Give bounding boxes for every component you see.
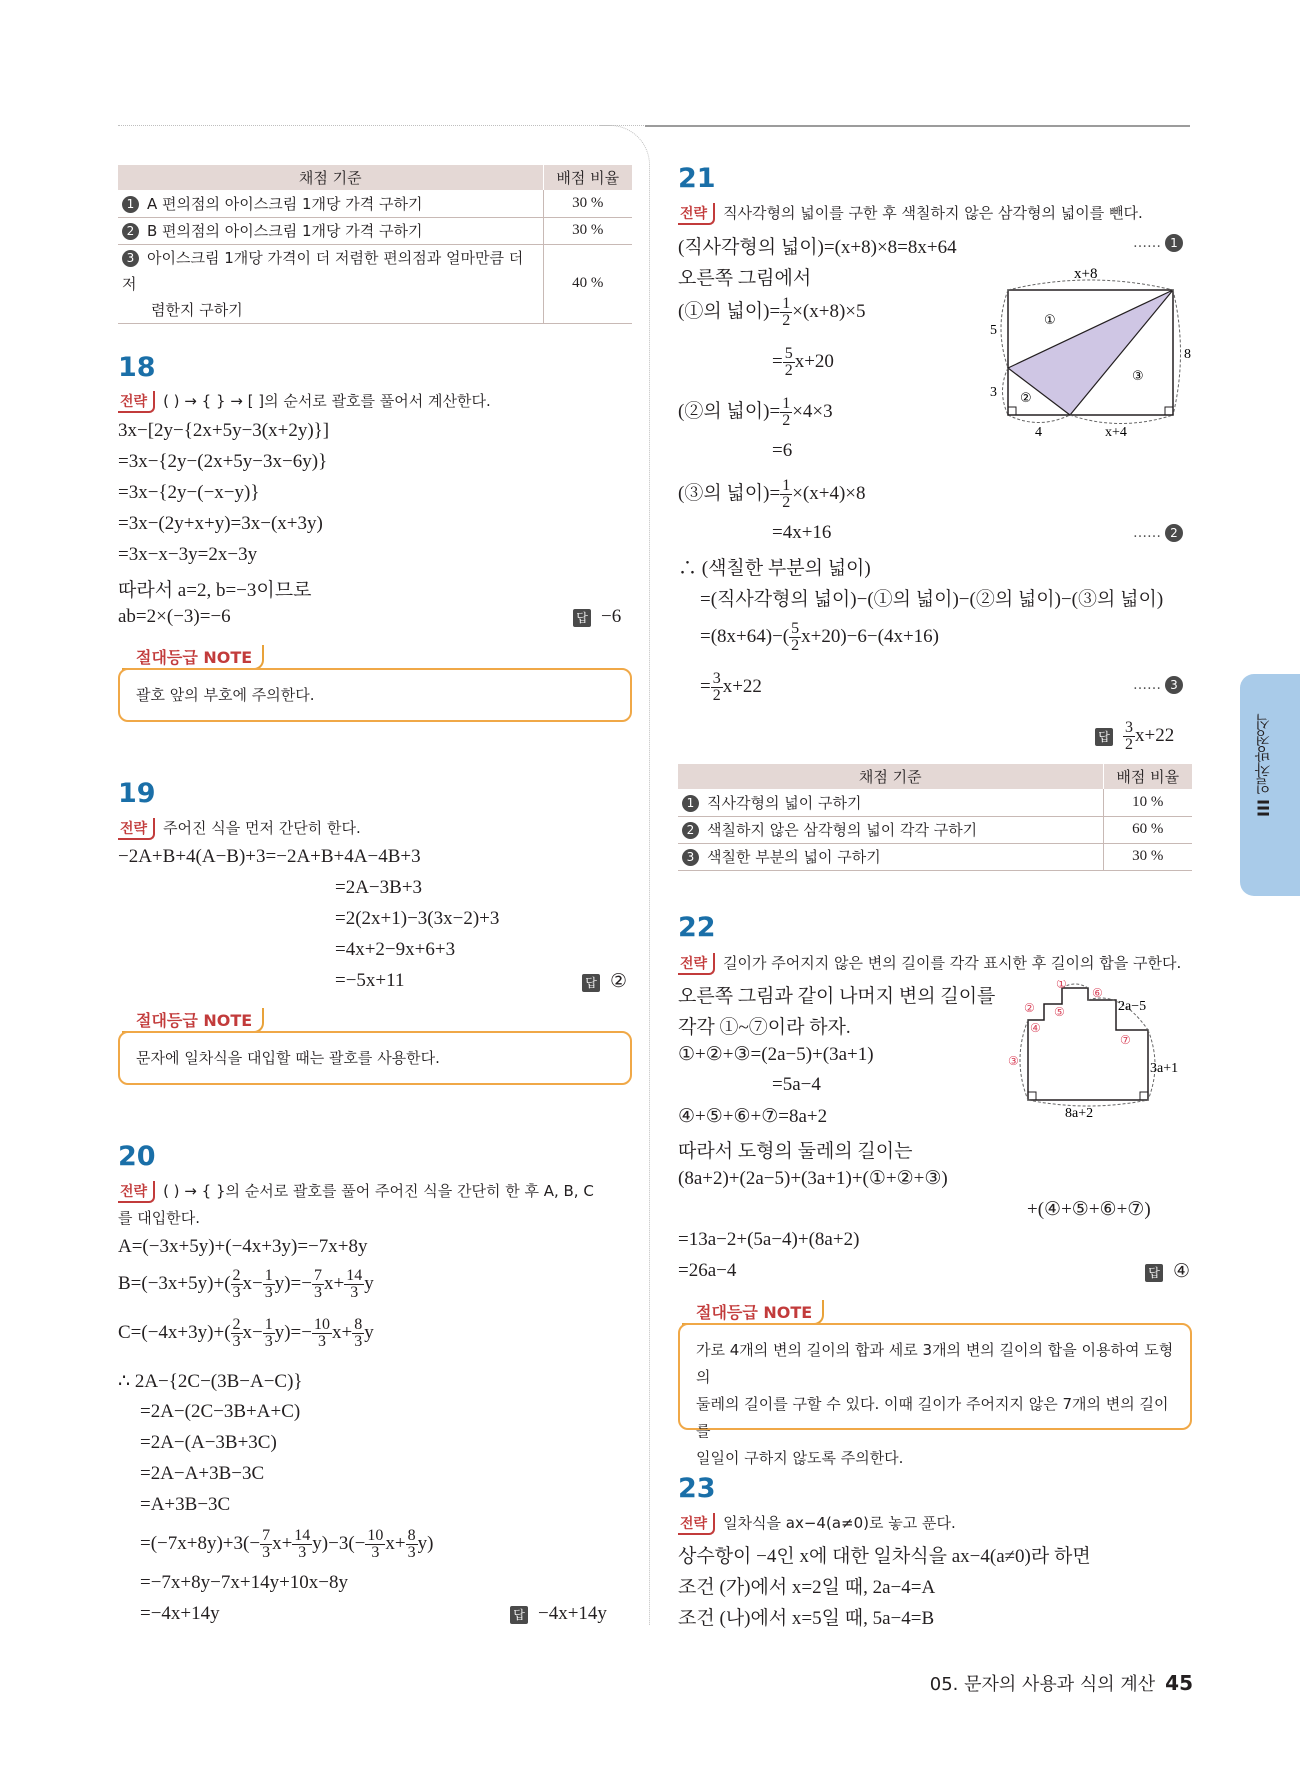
step-marker-3: …… 3 — [1133, 676, 1183, 694]
solution-line: 오른쪽 그림에서 — [678, 268, 812, 289]
table-row: 2 B 편의점의 아이스크림 1개당 가격 구하기 30 % — [118, 217, 632, 244]
solution-line: 따라서 도형의 둘레의 길이는 — [678, 1141, 913, 1162]
svg-text:①: ① — [1056, 980, 1067, 991]
question-number-21: 21 — [678, 163, 716, 194]
solution-line: =26a−4 — [678, 1260, 737, 1281]
solution-line: =3x−{2y−(−x−y)} — [118, 482, 260, 503]
table-row: 2 색칠하지 않은 삼각형의 넓이 각각 구하기 60 % — [678, 816, 1192, 843]
solution-line: ①+②+③=(2a−5)+(3a+1) — [678, 1044, 874, 1065]
answer-18: 답 −6 — [573, 606, 621, 628]
polygon-diagram-22 — [1000, 980, 1200, 1125]
table-row: 1 A 편의점의 아이스크림 1개당 가격 구하기 30 % — [118, 190, 632, 217]
solution-line: =−5x+11 — [335, 970, 405, 991]
note-title-22: 절대등급 NOTE — [682, 1300, 824, 1325]
solution-line: =4x+16 — [772, 522, 832, 543]
table-row: 3 아이스크림 1개당 가격이 더 저렴한 편의점과 얼마만큼 더 저 렴한지 구하기 40 % — [118, 244, 632, 323]
step-number-icon: 2 — [682, 822, 699, 839]
solution-line: =−7x+8y−7x+14y+10x−8y — [140, 1572, 349, 1593]
note-title-19: 절대등급 NOTE — [122, 1008, 264, 1033]
table-header-criteria: 채점 기준 — [118, 165, 543, 190]
solution-line: =A+3B−3C — [140, 1494, 231, 1515]
solution-line: =5a−4 — [772, 1074, 821, 1095]
svg-text:④: ④ — [1030, 1021, 1041, 1035]
note-box-19: 문자에 일차식을 대입할 때는 괄호를 사용한다. — [118, 1031, 632, 1085]
area2-line: (②의 넓이)= $\frac{1}{2}$ ×4×3 — [678, 395, 833, 430]
strategy-20: 전략 ( ) → { }의 순서로 괄호를 풀어 주어진 식을 간단히 한 후 A, B, C — [118, 1180, 594, 1203]
step-number-icon: 1 — [682, 795, 699, 812]
solution-line: +(④+⑤+⑥+⑦) — [1027, 1199, 1151, 1220]
answer-icon: 답 — [1095, 728, 1113, 746]
solution-line: =2A−(2C−3B+A+C) — [140, 1401, 301, 1422]
answer-20: 답 −4x+14y — [510, 1603, 607, 1625]
strategy-21: 전략 직사각형의 넓이를 구한 후 색칠하지 않은 삼각형의 넓이를 뺀다. — [678, 202, 1143, 225]
question-number-23: 23 — [678, 1473, 716, 1504]
shaded-line4: = $\frac{3}{2}$ x+22 — [700, 670, 762, 704]
table-row: 1 직사각형의 넓이 구하기 10 % — [678, 789, 1192, 816]
strategy-20-cont: 를 대입한다. — [118, 1209, 200, 1227]
step-number-icon: 1 — [122, 196, 139, 213]
table-header-ratio: 배점 비율 — [543, 165, 632, 190]
question-number-20: 20 — [118, 1141, 156, 1172]
step-marker-2: …… 2 — [1133, 524, 1183, 542]
solution-line-B: B=(−3x+5y)+( $\frac{2}{3}$ x− $\frac{1}{3}$ y)=− $\frac{7}{3}$ x+ $\frac{14}{3}$ y — [118, 1267, 374, 1301]
svg-text:x+4: x+4 — [1105, 425, 1127, 438]
page-footer — [930, 1670, 1193, 1696]
svg-text:5: 5 — [990, 323, 997, 338]
step-number-icon: 2 — [122, 223, 139, 240]
svg-text:③: ③ — [1008, 1054, 1019, 1068]
shaded-line3: =(8x+64)−( $\frac{5}{2}$ x+20)−6−(4x+16) — [700, 620, 939, 654]
svg-text:②: ② — [1020, 391, 1032, 406]
answer-icon: 답 — [1145, 1264, 1163, 1282]
strategy-18: 전략 ( ) → { } → [ ]의 순서로 괄호를 풀어서 계산한다. — [118, 390, 491, 413]
svg-text:⑥: ⑥ — [1092, 986, 1103, 1000]
svg-text:8a+2: 8a+2 — [1065, 1106, 1094, 1121]
solution-line: =13a−2+(5a−4)+(8a+2) — [678, 1229, 860, 1250]
area3-line: (③의 넓이)= $\frac{1}{2}$ ×(x+4)×8 — [678, 477, 866, 512]
solution-line-long: =(−7x+8y)+3(− $\frac{7}{3}$ x+ $\frac{14}{3}$ y)−3(− $\frac{10}{3}$ x+ $\frac{8}{3}$ y) — [140, 1527, 434, 1561]
strategy-23: 전략 일차식을 ax−4(a≠0)로 놓고 푼다. — [678, 1512, 956, 1535]
chapter-side-tab[interactable]: III 일차방정식 — [1240, 674, 1300, 896]
solution-line: 3x−[2y−{2x+5y−3(x+2y)}] — [118, 420, 330, 441]
solution-line: =4x+2−9x+6+3 — [335, 939, 456, 960]
solution-line: =(직사각형의 넓이)−(①의 넓이)−(②의 넓이)−(③의 넓이) — [700, 589, 1164, 610]
svg-text:③: ③ — [1132, 369, 1144, 384]
svg-text:⑤: ⑤ — [1054, 1005, 1065, 1019]
solution-line: =6 — [772, 440, 793, 461]
svg-text:3: 3 — [990, 385, 997, 400]
answer-19: 답 ② — [582, 970, 627, 993]
top-dotted-divider — [118, 125, 646, 126]
table-header-ratio: 배점 비율 — [1103, 764, 1192, 789]
grading-table-17 — [118, 165, 632, 324]
answer-21: 답 $\frac{3}{2}$ x+22 — [1095, 720, 1174, 753]
solution-line: 조건 (가)에서 x=2일 때, 2a−4=A — [678, 1577, 936, 1598]
question-number-22: 22 — [678, 912, 716, 943]
solution-line: ∴ (색칠한 부분의 넓이) — [678, 558, 871, 579]
solution-line: A=(−3x+5y)+(−4x+3y)=−7x+8y — [118, 1236, 368, 1257]
area1-result: = $\frac{5}{2}$ x+20 — [772, 345, 834, 379]
table-header-criteria: 채점 기준 — [678, 764, 1103, 789]
svg-text:8: 8 — [1184, 347, 1191, 362]
solution-line: =3x−(2y+x+y)=3x−(x+3y) — [118, 513, 323, 534]
solution-line: (직사각형의 넓이)=(x+8)×8=8x+64 — [678, 237, 957, 258]
question-number-18: 18 — [118, 352, 156, 383]
svg-text:4: 4 — [1035, 425, 1042, 438]
solution-line: ④+⑤+⑥+⑦=8a+2 — [678, 1106, 828, 1127]
answer-icon: 답 — [582, 974, 600, 992]
top-right-rule — [645, 125, 1190, 127]
solution-line: 오른쪽 그림과 같이 나머지 변의 길이를 — [678, 986, 996, 1007]
grading-table-21 — [678, 764, 1192, 871]
solution-line-C: C=(−4x+3y)+( $\frac{2}{3}$ x− $\frac{1}{3}$ y)=− $\frac{10}{3}$ x+ $\frac{8}{3}$ y — [118, 1316, 374, 1350]
svg-text:①: ① — [1044, 313, 1056, 328]
svg-text:⑦: ⑦ — [1120, 1033, 1131, 1047]
strategy-22: 전략 길이가 주어지지 않은 변의 길이를 각각 표시한 후 길이의 합을 구한다. — [678, 952, 1181, 975]
solution-line: =2(2x+1)−3(3x−2)+3 — [335, 908, 500, 929]
solution-line: −2A+B+4(A−B)+3=−2A+B+4A−4B+3 — [118, 846, 421, 867]
solution-line: =−4x+14y — [140, 1603, 220, 1624]
answer-icon: 답 — [510, 1606, 528, 1624]
solution-line: 조건 (나)에서 x=5일 때, 5a−4=B — [678, 1608, 935, 1629]
svg-text:x+8: x+8 — [1074, 266, 1098, 282]
solution-line: (8a+2)+(2a−5)+(3a+1)+(①+②+③) — [678, 1168, 948, 1189]
page-number: 45 — [1165, 1671, 1193, 1695]
step-marker-1: …… 1 — [1133, 234, 1183, 252]
table-row: 3 색칠한 부분의 넓이 구하기 30 % — [678, 843, 1192, 870]
answer-22: 답 ④ — [1145, 1260, 1190, 1283]
solution-line: 따라서 a=2, b=−3이므로 — [118, 580, 312, 601]
svg-text:2a−5: 2a−5 — [1118, 999, 1147, 1014]
note-title-18: 절대등급 NOTE — [122, 645, 264, 670]
solution-line: ab=2×(−3)=−6 — [118, 606, 231, 627]
answer-icon: 답 — [573, 609, 591, 627]
step-number-icon: 3 — [122, 250, 139, 267]
solution-line: =3x−x−3y=2x−3y — [118, 544, 258, 565]
solution-line: =2A−3B+3 — [335, 877, 423, 898]
svg-text:3a+1: 3a+1 — [1150, 1061, 1179, 1076]
strategy-19: 전략 주어진 식을 먼저 간단히 한다. — [118, 817, 361, 840]
solution-line: =3x−{2y−(2x+5y−3x−6y)} — [118, 451, 328, 472]
note-box-22: 가로 4개의 변의 길이의 합과 세로 3개의 변의 길이의 합을 이용하여 도형의 둘레의 길이를 구할 수 있다. 이때 길이가 주어지지 않은 7개의 변의 길이를 일일이 구하지 않도록 주의한다. — [678, 1323, 1192, 1430]
solution-line: ∴ 2A−{2C−(3B−A−C)} — [118, 1371, 303, 1392]
area1-line: (①의 넓이)= $\frac{1}{2}$ ×(x+8)×5 — [678, 295, 866, 330]
chapter-title: 05. 문자의 사용과 식의 계산 — [929, 1674, 1156, 1695]
svg-text:②: ② — [1024, 1001, 1035, 1015]
solution-line: =2A−A+3B−3C — [140, 1463, 265, 1484]
step-number-icon: 3 — [682, 849, 699, 866]
column-dotted-divider — [600, 125, 650, 1625]
question-number-19: 19 — [118, 778, 156, 809]
solution-line: 각각 ①~⑦이라 하자. — [678, 1017, 851, 1038]
solution-line: =2A−(A−3B+3C) — [140, 1432, 277, 1453]
note-box-18: 괄호 앞의 부호에 주의한다. — [118, 668, 632, 722]
rectangle-diagram-21 — [980, 258, 1198, 438]
solution-line: 상수항이 −4인 x에 대한 일차식을 ax−4(a≠0)라 하면 — [678, 1546, 1091, 1567]
